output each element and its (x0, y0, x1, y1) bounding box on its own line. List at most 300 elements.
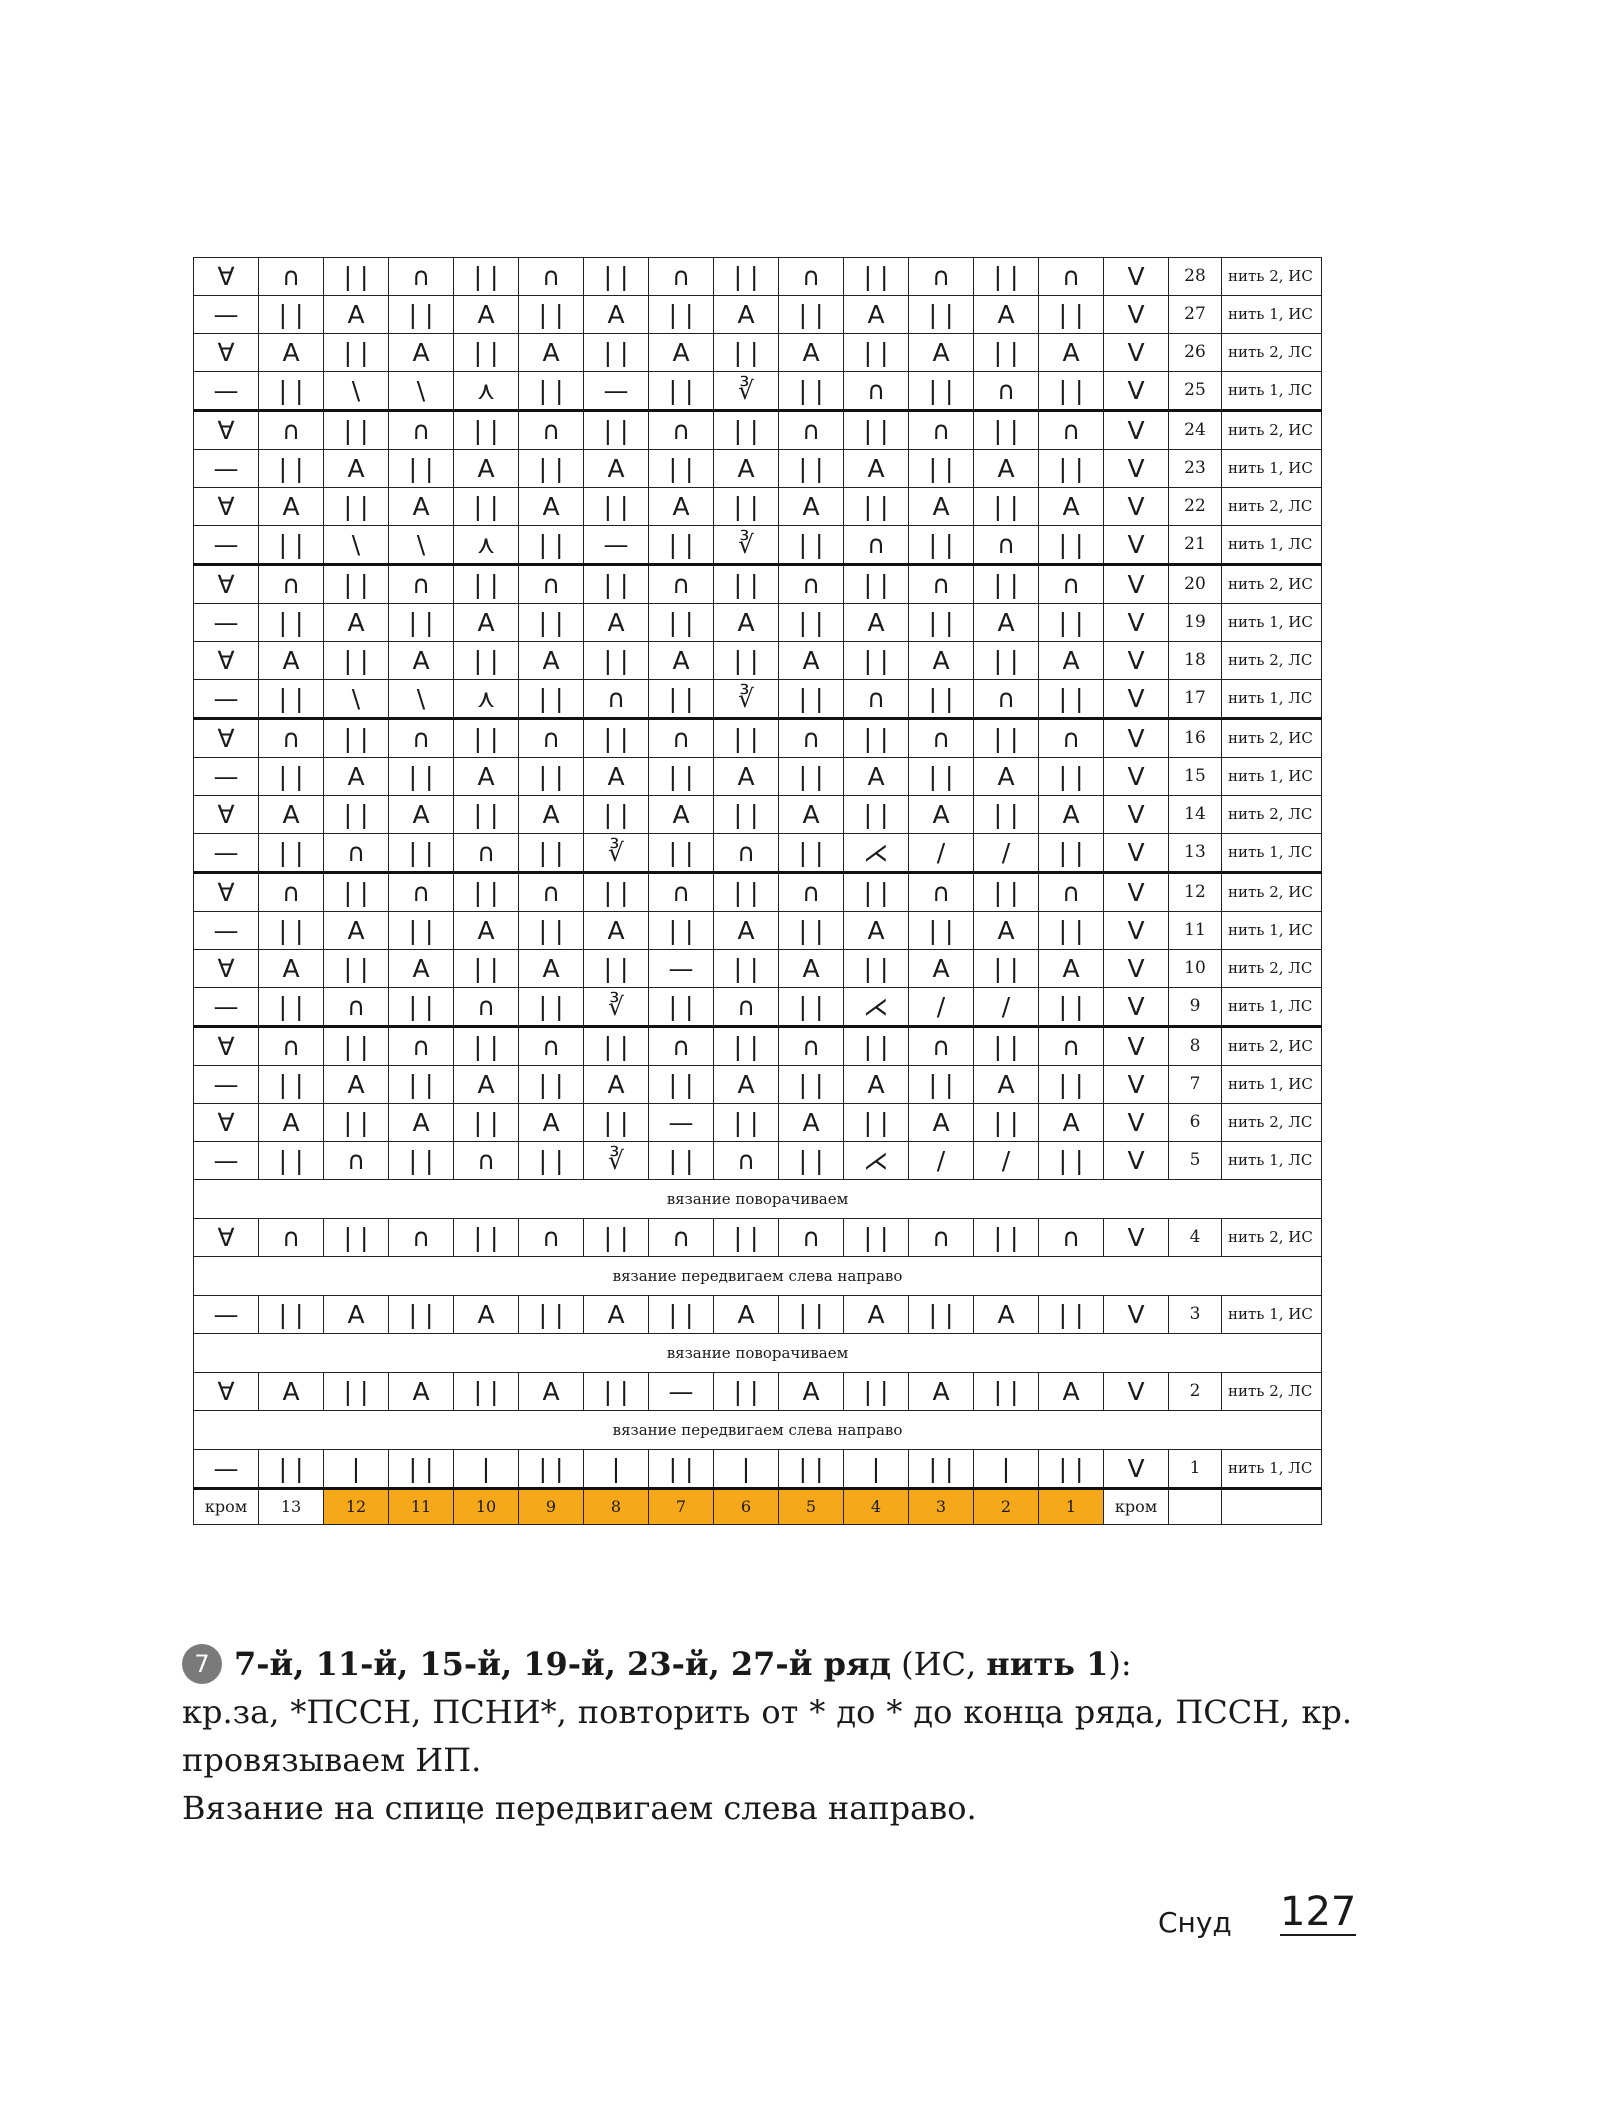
row-label: нить 1, ИС (1222, 296, 1322, 334)
stitch-symbol: | | (454, 1373, 519, 1411)
stitch-symbol: — (194, 758, 259, 796)
stitch-symbol: A (259, 1104, 324, 1142)
stitch-symbol: | | (389, 1296, 454, 1334)
stitch-symbol: ⋏ (454, 526, 519, 565)
chart-row (194, 1104, 1322, 1142)
step-line-1: кр.за, *ПССН, ПСНИ*, повторить от * до * до конца ряда, ПССН, кр. провязываем ИП. (182, 1693, 1352, 1779)
stitch-symbol: | | (714, 873, 779, 912)
page-number: 127 (1280, 1889, 1357, 1935)
chart-row (194, 1296, 1322, 1334)
stitch-symbol: V (1104, 411, 1169, 450)
stitch-symbol: | | (779, 450, 844, 488)
stitch-symbol: ∀ (194, 796, 259, 834)
stitch-symbol: | | (324, 1027, 389, 1066)
stitch-symbol: | | (454, 488, 519, 526)
stitch-symbol: ∩ (649, 411, 714, 450)
stitch-symbol: ∩ (779, 1219, 844, 1257)
row-number: 15 (1169, 758, 1222, 796)
stitch-symbol: | | (844, 642, 909, 680)
stitch-symbol: ∩ (1039, 873, 1104, 912)
stitch-symbol: | | (909, 296, 974, 334)
stitch-symbol: V (1104, 565, 1169, 604)
stitch-symbol: ∩ (389, 411, 454, 450)
stitch-symbol: ∀ (194, 719, 259, 758)
stitch-symbol: | | (909, 1296, 974, 1334)
stitch-symbol: | | (649, 1296, 714, 1334)
row-number: 4 (1169, 1219, 1222, 1257)
stitch-symbol: | | (909, 526, 974, 565)
stitch-symbol: | | (519, 1066, 584, 1104)
stitch-symbol: ∩ (389, 873, 454, 912)
stitch-symbol: | | (714, 796, 779, 834)
stitch-symbol: | | (974, 1373, 1039, 1411)
stitch-symbol: A (584, 604, 649, 642)
stitch-symbol: | (714, 1450, 779, 1489)
stitch-symbol: | | (389, 834, 454, 873)
stitch-symbol: A (584, 296, 649, 334)
row-number: 1 (1169, 1450, 1222, 1489)
stitch-symbol: ∩ (844, 372, 909, 411)
stitch-symbol: V (1104, 296, 1169, 334)
row-number: 12 (1169, 873, 1222, 912)
knitting-chart (193, 257, 1322, 1525)
stitch-symbol: V (1104, 1066, 1169, 1104)
stitch-symbol: | (324, 1450, 389, 1489)
chart-row (194, 912, 1322, 950)
row-label: нить 1, ИС (1222, 912, 1322, 950)
stitch-symbol: | | (324, 488, 389, 526)
stitch-symbol: ∩ (389, 1219, 454, 1257)
row-number: 14 (1169, 796, 1222, 834)
stitch-symbol: ∩ (649, 873, 714, 912)
stitch-symbol: — (194, 1296, 259, 1334)
stitch-symbol: | | (909, 372, 974, 411)
row-number: 17 (1169, 680, 1222, 719)
chart-row (194, 334, 1322, 372)
stitch-column-number: 6 (714, 1489, 779, 1525)
chart-row (194, 1373, 1322, 1411)
stitch-symbol: A (324, 758, 389, 796)
stitch-symbol: | | (974, 258, 1039, 296)
stitch-symbol: \ (324, 680, 389, 719)
stitch-symbol: | | (649, 1142, 714, 1180)
stitch-symbol: | | (454, 642, 519, 680)
stitch-symbol: ∩ (974, 372, 1039, 411)
stitch-symbol: | | (909, 1066, 974, 1104)
stitch-symbol: | | (519, 372, 584, 411)
chart-row (194, 450, 1322, 488)
stitch-symbol: \ (389, 372, 454, 411)
stitch-symbol: | (844, 1450, 909, 1489)
stitch-symbol: | | (259, 912, 324, 950)
stitch-symbol: ∀ (194, 565, 259, 604)
row-number: 3 (1169, 1296, 1222, 1334)
stitch-symbol: | | (974, 642, 1039, 680)
stitch-symbol: ∩ (714, 1142, 779, 1180)
stitch-symbol: | | (259, 988, 324, 1027)
stitch-symbol: ∩ (649, 258, 714, 296)
stitch-symbol: — (584, 526, 649, 565)
stitch-symbol: | | (519, 758, 584, 796)
edge-stitch-label: кром (1104, 1489, 1169, 1525)
chart-note-row (194, 1334, 1322, 1373)
stitch-column-number: 11 (389, 1489, 454, 1525)
stitch-symbol: | | (259, 1142, 324, 1180)
stitch-symbol: V (1104, 488, 1169, 526)
stitch-column-number: 12 (324, 1489, 389, 1525)
stitch-symbol: | | (714, 334, 779, 372)
stitch-symbol: / (974, 988, 1039, 1027)
stitch-symbol: | | (779, 1066, 844, 1104)
row-label: нить 2, ИС (1222, 719, 1322, 758)
stitch-symbol: | | (844, 950, 909, 988)
stitch-symbol: ∩ (714, 988, 779, 1027)
stitch-symbol: | | (649, 1066, 714, 1104)
stitch-symbol: | | (584, 719, 649, 758)
stitch-symbol: | | (519, 912, 584, 950)
stitch-symbol: — (649, 1373, 714, 1411)
chart-row (194, 411, 1322, 450)
stitch-symbol: | | (584, 258, 649, 296)
chart-row (194, 1450, 1322, 1489)
stitch-symbol: | | (779, 1450, 844, 1489)
stitch-column-number (1169, 1489, 1222, 1525)
stitch-symbol: ∩ (324, 834, 389, 873)
chart-row (194, 642, 1322, 680)
stitch-symbol: — (194, 1450, 259, 1489)
stitch-symbol: | | (584, 488, 649, 526)
stitch-symbol: | | (1039, 1450, 1104, 1489)
chart-note: вязание поворачиваем (194, 1180, 1322, 1219)
stitch-symbol: | | (519, 604, 584, 642)
stitch-symbol: ∩ (259, 873, 324, 912)
stitch-symbol: A (1039, 950, 1104, 988)
stitch-symbol: V (1104, 1027, 1169, 1066)
stitch-symbol: V (1104, 988, 1169, 1027)
stitch-symbol: ∩ (974, 526, 1039, 565)
stitch-symbol: V (1104, 1450, 1169, 1489)
stitch-symbol: | | (779, 1296, 844, 1334)
stitch-symbol: ∩ (779, 565, 844, 604)
stitch-symbol: ∩ (844, 680, 909, 719)
stitch-symbol: | | (974, 1027, 1039, 1066)
chart-row (194, 834, 1322, 873)
step-title-paren-open: (ИС, (890, 1645, 987, 1683)
stitch-symbol: | | (1039, 988, 1104, 1027)
stitch-symbol: ⋌ (844, 1142, 909, 1180)
row-number: 28 (1169, 258, 1222, 296)
stitch-symbol: | (584, 1450, 649, 1489)
stitch-symbol: ∩ (389, 1027, 454, 1066)
stitch-symbol: A (519, 950, 584, 988)
row-label: нить 2, ЛС (1222, 950, 1322, 988)
stitch-symbol: A (909, 488, 974, 526)
stitch-symbol: | | (454, 796, 519, 834)
stitch-symbol: | | (714, 258, 779, 296)
row-label: нить 1, ЛС (1222, 680, 1322, 719)
stitch-symbol: | | (649, 372, 714, 411)
stitch-symbol: V (1104, 526, 1169, 565)
stitch-symbol: ∩ (974, 680, 1039, 719)
stitch-symbol: A (714, 912, 779, 950)
row-number: 20 (1169, 565, 1222, 604)
stitch-symbol: V (1104, 258, 1169, 296)
stitch-symbol: ∛ (584, 1142, 649, 1180)
stitch-symbol: ∩ (259, 1219, 324, 1257)
stitch-symbol: | | (584, 873, 649, 912)
stitch-symbol: | | (1039, 758, 1104, 796)
row-number: 11 (1169, 912, 1222, 950)
row-number: 24 (1169, 411, 1222, 450)
stitch-symbol: ∩ (779, 1027, 844, 1066)
row-number: 19 (1169, 604, 1222, 642)
stitch-symbol: V (1104, 1142, 1169, 1180)
row-label: нить 2, ЛС (1222, 334, 1322, 372)
stitch-symbol: A (324, 912, 389, 950)
stitch-symbol: | | (519, 450, 584, 488)
stitch-symbol: A (714, 296, 779, 334)
chart-note-row (194, 1180, 1322, 1219)
stitch-symbol: A (324, 450, 389, 488)
stitch-symbol: | | (974, 719, 1039, 758)
stitch-symbol: ∩ (1039, 565, 1104, 604)
stitch-symbol: A (974, 758, 1039, 796)
stitch-symbol: ∩ (909, 719, 974, 758)
stitch-symbol: | | (909, 680, 974, 719)
row-label: нить 1, ИС (1222, 604, 1322, 642)
stitch-symbol: A (389, 1373, 454, 1411)
stitch-symbol: | | (324, 873, 389, 912)
stitch-symbol: V (1104, 912, 1169, 950)
stitch-symbol: A (974, 912, 1039, 950)
stitch-symbol: | | (649, 296, 714, 334)
step-title: 7-й, 11-й, 15-й, 19-й, 23-й, 27-й ряд (234, 1645, 891, 1683)
stitch-symbol: ∩ (1039, 1027, 1104, 1066)
chart-row (194, 372, 1322, 411)
stitch-symbol: \ (389, 680, 454, 719)
stitch-symbol: A (389, 488, 454, 526)
stitch-symbol: ∩ (324, 988, 389, 1027)
stitch-symbol: ∛ (714, 680, 779, 719)
stitch-symbol: | | (389, 912, 454, 950)
stitch-symbol: A (974, 296, 1039, 334)
stitch-symbol: | | (519, 1142, 584, 1180)
row-label: нить 2, ЛС (1222, 796, 1322, 834)
stitch-symbol: | | (1039, 450, 1104, 488)
stitch-symbol: | | (519, 680, 584, 719)
stitch-symbol: A (259, 796, 324, 834)
stitch-symbol: ∀ (194, 258, 259, 296)
stitch-symbol: A (779, 950, 844, 988)
stitch-symbol: ∀ (194, 950, 259, 988)
stitch-column-number: 5 (779, 1489, 844, 1525)
stitch-symbol: | | (714, 565, 779, 604)
chart-row (194, 758, 1322, 796)
stitch-symbol: ∩ (454, 834, 519, 873)
stitch-symbol: | | (584, 1219, 649, 1257)
stitch-symbol: | | (974, 1219, 1039, 1257)
stitch-symbol: A (909, 642, 974, 680)
row-label: нить 2, ИС (1222, 565, 1322, 604)
stitch-symbol: A (909, 1373, 974, 1411)
stitch-symbol: | | (649, 680, 714, 719)
stitch-symbol: | | (584, 565, 649, 604)
stitch-symbol: | | (1039, 296, 1104, 334)
stitch-symbol: | | (454, 1219, 519, 1257)
stitch-symbol: | (974, 1450, 1039, 1489)
stitch-symbol: | | (389, 296, 454, 334)
stitch-symbol: ∩ (519, 1027, 584, 1066)
stitch-symbol: | | (454, 565, 519, 604)
stitch-symbol: ∩ (519, 565, 584, 604)
stitch-symbol: | | (649, 988, 714, 1027)
stitch-symbol: A (779, 796, 844, 834)
stitch-symbol: | | (779, 372, 844, 411)
stitch-symbol: A (714, 1066, 779, 1104)
stitch-symbol: | | (454, 411, 519, 450)
stitch-symbol: | | (454, 258, 519, 296)
stitch-symbol: A (649, 334, 714, 372)
stitch-symbol: V (1104, 873, 1169, 912)
stitch-symbol: — (194, 988, 259, 1027)
stitch-symbol: ∩ (1039, 258, 1104, 296)
stitch-symbol: | | (779, 912, 844, 950)
stitch-symbol: A (779, 334, 844, 372)
stitch-symbol: ⋌ (844, 988, 909, 1027)
stitch-symbol: ⋏ (454, 680, 519, 719)
stitch-symbol: | | (584, 334, 649, 372)
stitch-column-number: 9 (519, 1489, 584, 1525)
stitch-symbol: | | (389, 1066, 454, 1104)
stitch-symbol: A (259, 488, 324, 526)
row-label: нить 2, ИС (1222, 258, 1322, 296)
stitch-symbol: | | (324, 1373, 389, 1411)
row-label: нить 2, ЛС (1222, 1104, 1322, 1142)
stitch-symbol: A (519, 488, 584, 526)
stitch-symbol: ∩ (259, 719, 324, 758)
stitch-symbol: A (1039, 334, 1104, 372)
stitch-symbol: — (584, 372, 649, 411)
row-label: нить 2, ИС (1222, 873, 1322, 912)
row-label: нить 2, ИС (1222, 1027, 1322, 1066)
stitch-symbol: | | (389, 758, 454, 796)
row-number: 27 (1169, 296, 1222, 334)
stitch-symbol: A (844, 912, 909, 950)
chart-row (194, 296, 1322, 334)
stitch-symbol: | | (779, 296, 844, 334)
stitch-symbol: | | (324, 411, 389, 450)
stitch-symbol: | | (584, 796, 649, 834)
chart-row (194, 1066, 1322, 1104)
stitch-symbol: A (389, 1104, 454, 1142)
stitch-symbol: | | (324, 565, 389, 604)
stitch-symbol: | | (519, 834, 584, 873)
stitch-symbol: A (519, 1104, 584, 1142)
stitch-symbol: | | (649, 450, 714, 488)
stitch-symbol: ∩ (519, 411, 584, 450)
stitch-symbol: V (1104, 450, 1169, 488)
stitch-symbol: A (649, 488, 714, 526)
stitch-symbol: — (194, 526, 259, 565)
stitch-symbol: — (649, 950, 714, 988)
step-instructions (182, 1640, 1352, 1832)
row-number: 2 (1169, 1373, 1222, 1411)
stitch-symbol: | | (454, 950, 519, 988)
stitch-symbol: A (909, 950, 974, 988)
stitch-symbol: V (1104, 1296, 1169, 1334)
chart-footer-row (194, 1489, 1322, 1525)
stitch-symbol: \ (324, 372, 389, 411)
step-title-thread: нить 1 (986, 1645, 1109, 1683)
stitch-symbol: ∀ (194, 1373, 259, 1411)
stitch-symbol: | | (714, 411, 779, 450)
stitch-symbol: | | (454, 334, 519, 372)
stitch-symbol: V (1104, 719, 1169, 758)
stitch-symbol: V (1104, 334, 1169, 372)
stitch-symbol: A (519, 642, 584, 680)
stitch-symbol: | | (714, 1027, 779, 1066)
chart-row (194, 1219, 1322, 1257)
chart-note: вязание передвигаем слева направо (194, 1411, 1322, 1450)
stitch-symbol: ∀ (194, 1219, 259, 1257)
stitch-symbol: A (519, 334, 584, 372)
stitch-symbol: | | (649, 758, 714, 796)
stitch-symbol: | | (1039, 526, 1104, 565)
stitch-symbol: A (584, 1066, 649, 1104)
stitch-symbol: ∩ (259, 565, 324, 604)
stitch-symbol: ∩ (519, 719, 584, 758)
stitch-symbol: ∩ (519, 258, 584, 296)
stitch-symbol: ∩ (259, 258, 324, 296)
row-label: нить 2, ЛС (1222, 488, 1322, 526)
stitch-symbol: A (259, 642, 324, 680)
stitch-symbol: ∩ (779, 258, 844, 296)
stitch-symbol: A (389, 334, 454, 372)
stitch-symbol: \ (389, 526, 454, 565)
stitch-symbol: | | (259, 834, 324, 873)
stitch-symbol: | | (324, 950, 389, 988)
stitch-symbol: A (714, 1296, 779, 1334)
stitch-column-number: 4 (844, 1489, 909, 1525)
stitch-symbol: A (844, 604, 909, 642)
chart-row (194, 526, 1322, 565)
stitch-symbol: ∩ (714, 834, 779, 873)
stitch-symbol: ∩ (389, 719, 454, 758)
stitch-symbol: | | (844, 1104, 909, 1142)
stitch-symbol: | | (714, 1219, 779, 1257)
stitch-symbol: | | (324, 334, 389, 372)
stitch-symbol: A (974, 1066, 1039, 1104)
stitch-symbol: V (1104, 642, 1169, 680)
stitch-symbol: A (519, 1373, 584, 1411)
stitch-symbol: A (779, 1104, 844, 1142)
stitch-symbol: ∩ (259, 1027, 324, 1066)
stitch-symbol: ∩ (454, 988, 519, 1027)
stitch-symbol: A (909, 796, 974, 834)
stitch-symbol: ∩ (909, 565, 974, 604)
stitch-symbol: | | (1039, 372, 1104, 411)
stitch-symbol: / (909, 988, 974, 1027)
stitch-symbol: | | (1039, 1142, 1104, 1180)
stitch-symbol: V (1104, 758, 1169, 796)
row-label: нить 1, ЛС (1222, 526, 1322, 565)
stitch-symbol: | | (519, 1450, 584, 1489)
stitch-symbol: A (714, 758, 779, 796)
stitch-symbol: — (194, 834, 259, 873)
stitch-symbol: | | (1039, 1296, 1104, 1334)
stitch-symbol: ∩ (519, 1219, 584, 1257)
stitch-symbol: | | (779, 758, 844, 796)
